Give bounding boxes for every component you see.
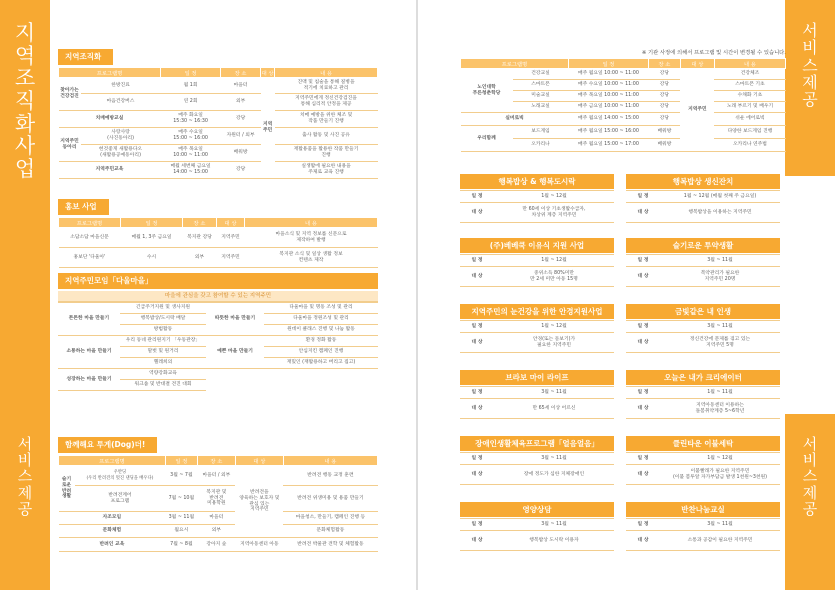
program-box-title: 행복밥상 & 행복도시락 [460,174,614,189]
program-box-table: 일 정 1월 ~ 12월 대 상 만 60세 이상 기초생활수급자, 차상위 계층 지역주민 [460,190,614,223]
vertical-char: 제 [802,483,818,502]
section-promotion [58,194,378,268]
program-box [460,436,614,485]
group-banner: 마을에 관심을 갖고 참여할 수 있는 지역주민 [58,291,378,302]
vertical-char: 화 [14,111,36,136]
program-box-table: 일 정 1월 ~ 11월 대 상 지역아동센터 이용하는 돌봄취약계층 5~6학년 [626,386,780,419]
program-box-table: 일 정 1월 ~ 12월 대 상 안경(또는 돋보기)가 필요한 지역주민 [460,320,614,353]
vertical-char: 서 [17,435,33,453]
vertical-subtitle-right [785,436,835,517]
section-pet [58,432,378,552]
vertical-subtitle-left [0,436,50,517]
program-box-title: 행복밥상 생신잔치 [626,174,780,189]
program-box-table: 일 정 3월 ~ 11월 대 상 만 65세 이상 어르신 [460,386,614,419]
right-page [418,0,835,590]
program-box-table: 일 정 3월 ~ 11월 대 상 복약관리가 필요한 지역주민 20명 [626,254,780,287]
program-box-table: 일 정 1월 ~ 12월 (매월 첫째 주 금요일) 대 상 행복밥상을 이용하는 지역주민 [626,190,780,223]
vertical-char: 조 [14,66,36,91]
vertical-char: 공 [802,499,818,518]
section-title: 지역주민모임「다울마을」 [58,273,378,289]
program-box-table: 일 정 1월 ~ 12월 대 상 이불빨래가 필요한 지역주민 (이불 봄투알 자가부담금 발생 1천원~3천원) [626,452,780,485]
vertical-char: 역 [14,43,36,68]
program-box [460,370,614,419]
section-resident-group [58,273,378,391]
vertical-char: 직 [14,89,36,114]
vertical-char: 사 [14,134,36,159]
vertical-title-left [0,22,50,181]
vertical-char: 서 [802,435,818,453]
vertical-char: 서 [802,21,818,40]
vertical-char: 비 [802,38,818,58]
program-box [626,304,780,353]
program-box-title: 오늘은 내가 크리에이터 [626,370,780,385]
vertical-char: 공 [802,90,818,110]
program-box-title: (주)베베쿡 이유식 지원 사업 [460,238,614,253]
left-sidebar [0,0,50,590]
section-community [58,44,378,179]
program-box-title: 영양상담 [460,502,614,517]
vertical-char: 지 [14,21,36,45]
program-box-title: 장애인생활체육프로그램「얼음얼음」 [460,436,614,451]
program-box [626,436,780,485]
program-box [626,238,780,287]
promotion-table: 프로그램명 일 정 장 소 대 상 내 용 소담소담 마을신문 매월 1, 3주 금요일 복지관 강당 지역주민 마을소식 및 지역 정보를 신문으로 제작하여 발행 홍보단 '다울아' 수시 외부 지역주민 복지관 소식 및 일상 생활 정보 컨텐츠 제작 [58,217,378,268]
vertical-char: 업 [14,157,36,182]
program-box-table: 일 정 1월 ~ 12월 대 상 중위소득 80%미만 만 2세 미만 아동 15명 [460,254,614,287]
community-table: 프로그램명 일 정 장 소 대 상 내 용 찾아가는 건강검진 한방진료 월 1회 마을터 지역 주민 진맥 및 침술을 통해 질병을 적기에 치료하고 관리 마음건강버스 연 2회 외부 지역주민에게 정신건강검진을 통해 심리적 안정을 제공 치매예방교실 매주 화요일 15:30 ~ 16:30 강당 치매 예방을 위한 체조 및 작품 만들기 진행 지역주민 동아리 사랑사랑 (사진동아리) 매주 수요일 15:00 ~ 16:00 자원터 / 외부 출사 활동 및 사진 공유 헌것좋게 새활용다오 (새활용공예동아리) 매주 목요일 10:00 ~ 11:00 배워방 재활용품을 활용한 작품 만들기 진행 지역주민교육 매월 세번째 금요일 14:00 ~ 15:00 강당 실생활에 필요한 내용을 주제로 교육 진행 [58,67,378,179]
program-box-title: 금빛같은 내 인생 [626,304,780,319]
program-box [626,174,780,223]
program-box-title: 클린타운 이불세탁 [626,436,780,451]
vertical-char: 스 [802,55,818,75]
program-box [626,502,780,551]
program-box-title: 브라보 마이 라이프 [460,370,614,385]
program-box-table: 일 정 3월 ~ 11월 대 상 장애 정도가 심한 지체장애인 [460,452,614,485]
program-box [460,502,614,551]
program-box-title: 슬기로운 투약생활 [626,238,780,253]
program-box [460,304,614,353]
program-box-table: 일 정 3월 ~ 11월 대 상 정신건강에 문제를 겪고 있는 지역주민 5명 [626,320,780,353]
program-box-title: 반찬나눔교실 [626,502,780,517]
vertical-char: 스 [17,467,33,486]
program-box-table: 일 정 3월 ~ 11월 대 상 행복밥상 도시락 이용자 [460,518,614,551]
vertical-char: 비 [802,451,818,470]
vertical-char: 제 [17,483,33,502]
schedule-note: ※ 기관 사정에 의해서 프로그램 및 시간이 변경될 수 있습니다. [641,50,786,56]
program-box [460,238,614,287]
program-box [460,174,614,223]
pet-table: 프로그램명 일 정 장 소 대 상 내 용 슬기 로운 반려 생활 우반딩 (우리 반려견의 멋진 댄딩을 배우다) 3월 ~ 7월 마을터 / 외부 반려견을 양육하는 보호자 및 관심 있는 지역주민 반려견 행동 교정 훈련 반려견계어 프로그램 7월 ~ 10월 복지관 및 반려견 미용학원 반려견 위생미용 및 용품 만들기 자조모임 3월 ~ 11월 마을터 마을청소, 만들기, 캠페인 진행 등 문화체험 월요시 외부 문화체험활동 반려인 교육 7월 ~ 8월 강아지 숲 지역아동센터 아동 반려견 박물관 견학 및 체험활동 [58,455,378,552]
program-box [626,370,780,419]
right-sidebar [785,0,835,590]
senior-table: 프로그램명 일 정 장 소 대 상 내 용 노인대학 푸른청춘학당 건강교실 매주 월요일 10:00 ~ 11:00 강당 지역주민 건강체조 스마트폰 매주 수요일 10:00 ~ 11:00 강당 스마트폰 기초 미술교실 매주 목요일 10:00 ~ 11:00 강당 수채화 기초 노래교실 매주 금요일 10:00 ~ 11:00 강당 노래 부르기 및 배우기 실버로빅 매주 월요일 14:00 ~ 15:00 강당 쉬운 에어로빅 우리함께 보드게임 매주 월요일 15:00 ~ 16:00 배워방 다양한 보드게임 진행 오카리나 매주 월요일 15:00 ~ 17:00 배워방 오카리나 연주법 [460,58,786,152]
program-box-table: 일 정 3월 ~ 11월 대 상 소통과 공감이 필요한 지역주민 [626,518,780,551]
section-title: 홍보 사업 [58,199,109,215]
program-box-title: 지역주민의 눈건강을 위한 안경지원사업 [460,304,614,319]
left-page [0,0,416,590]
resident-group-table: 튼튼한 마을 만들기 긴급주거지원 및 생사지원 따뜻한 마을 만들기 다울마을 및 명동 조성 및 관리 행복밥상/도시락 배달 다울마을 정원조성 및 관리 방범활동 원데이 클래스 진행 및 나눔 활동 소통하는 마을 만들기 우리 동네 관리원지기 「우동관장」 예쁜 마을 만들기 환경 정화 활동 말벗 및 원거리 안심지킨 캠페인 진행 헬레희의 재밌인 (재활용하고 버리고 집고) 성장하는 마을 만들기 역량강화교육 워크숍 및 반대결 견진 대회 [58,302,378,391]
vertical-char: 스 [802,467,818,486]
vertical-char: 비 [17,451,33,470]
vertical-title-right [785,22,835,108]
vertical-char: 제 [802,72,818,92]
section-title: 지역조직화 [58,49,113,65]
section-title: 함께해요 투게(Dog)더! [58,437,157,453]
section-senior [460,58,786,152]
vertical-char: 공 [17,499,33,518]
